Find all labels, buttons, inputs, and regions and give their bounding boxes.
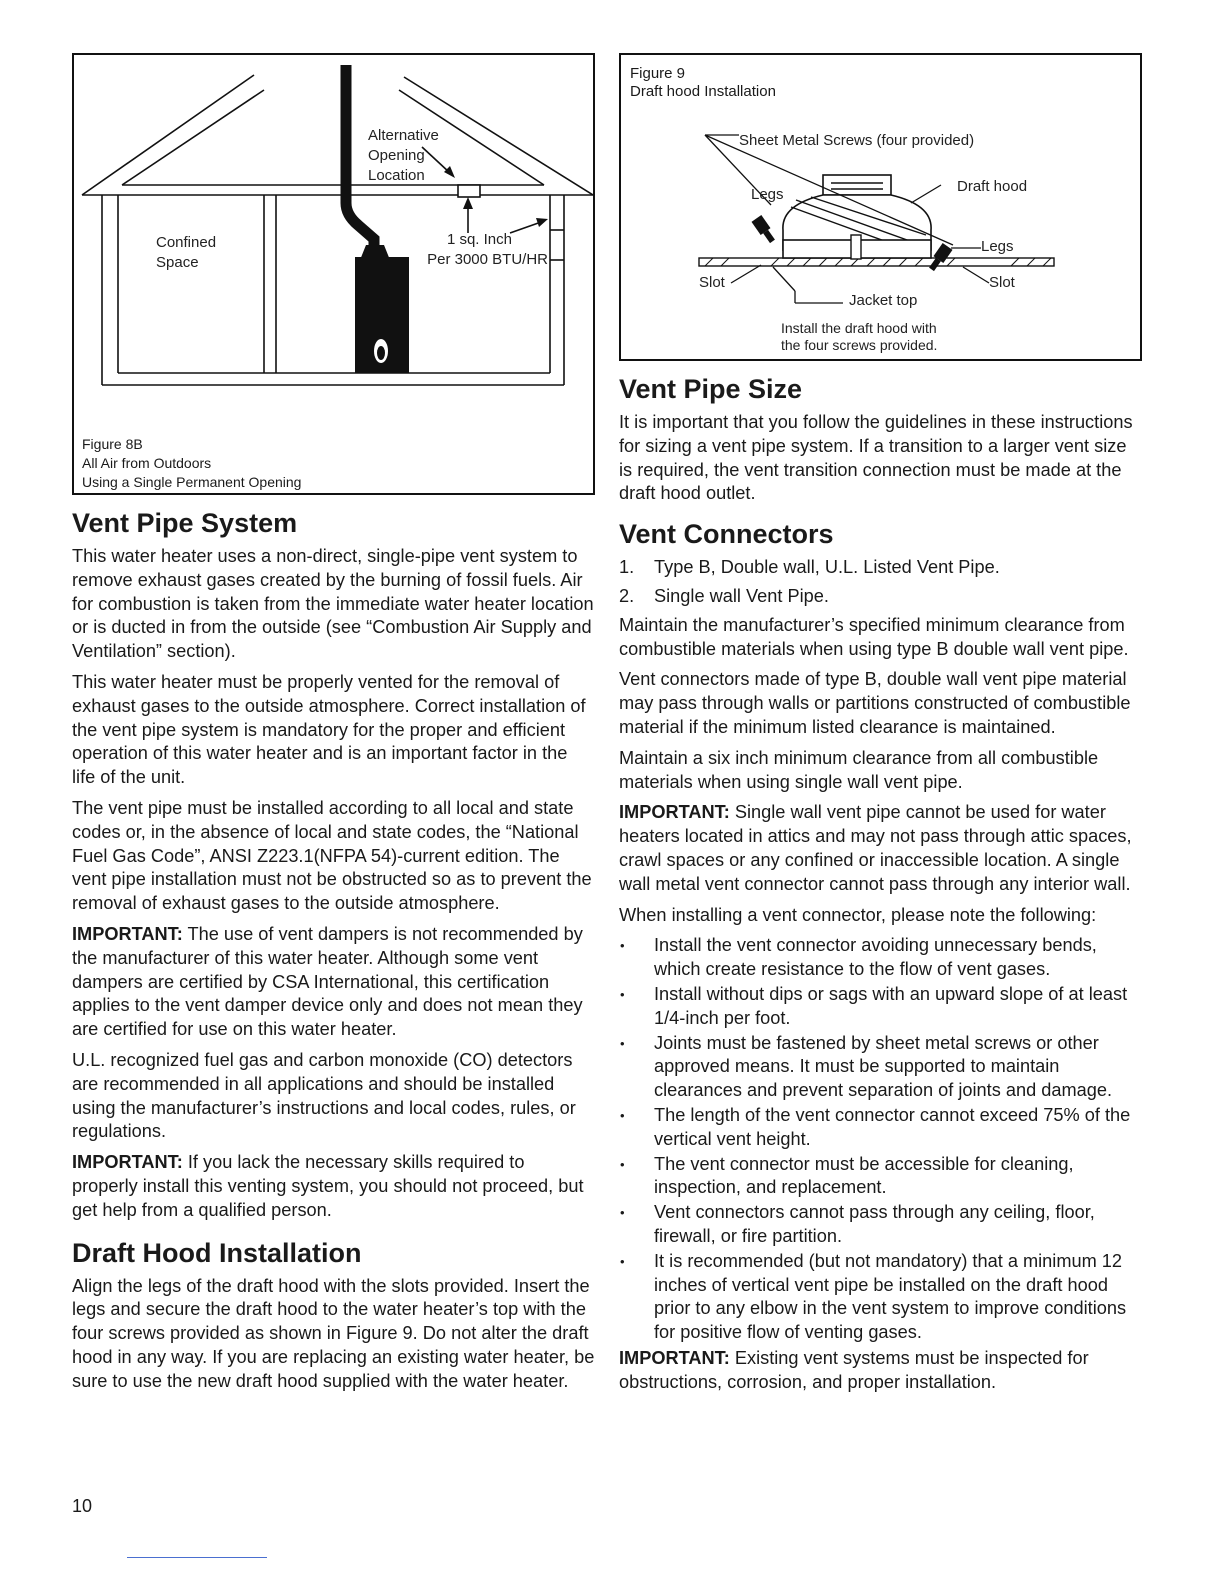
list-item: • The length of the vent connector cannot exceed 75% of the vertical vent height.: [619, 1104, 1142, 1152]
important-paragraph: IMPORTANT: Single wall vent pipe cannot be used for water heaters located in attics and may not pass through attic spaces, crawl spaces or any confined or inaccessible location. A single wall metal vent connector cannot pass through any interior wall.: [619, 802, 1132, 894]
important-paragraph: IMPORTANT: If you lack the necessary skills required to properly install this venting system, you should not proceed, but get help from a qualified person.: [72, 1152, 584, 1220]
list-item: • Install without dips or sags with an upward slope of at least 1/4-inch per foot.: [619, 983, 1142, 1031]
paragraph: Vent connectors made of type B, double wall vent pipe material may pass through walls or partitions constructed of combustible material if the minimum listed clearance is maintained.: [619, 669, 1131, 737]
important-label: IMPORTANT:: [619, 802, 730, 823]
installation-notes-list: [619, 934, 1142, 1345]
draft-hood-diagram: [621, 55, 1140, 359]
important-label: IMPORTANT:: [619, 1347, 730, 1368]
confined-space-label: Confined Space: [156, 234, 217, 271]
figure-8b-caption: Figure 8B All Air from Outdoors Using a Single Permanent Opening: [82, 436, 302, 490]
list-item: • Joints must be fastened by sheet metal screws or other approved means. It must be supported to maintain clearances and prevent separation of joints and damage.: [619, 1032, 1142, 1103]
list-item: • Vent connectors cannot pass through any ceiling, floor, firewall, or fire partition.: [619, 1201, 1142, 1249]
paragraph: This water heater must be properly vented for the removal of exhaust gases to the outside atmosphere. Correct installation of the vent pipe system is mandatory for the proper and efficient operation of this water heater and is an important factor in the life of the unit.: [72, 671, 586, 788]
figure-9: [619, 53, 1142, 361]
install-note-label: Install the draft hood with the four screws provided.: [781, 320, 938, 353]
legs-left-label: Legs: [751, 186, 784, 203]
screws-label: Sheet Metal Screws (four provided): [739, 132, 975, 149]
list-item: • The vent connector must be accessible for cleaning, inspection, and replacement.: [619, 1153, 1142, 1201]
figure-9-caption: Figure 9 Draft hood Installation: [630, 65, 776, 100]
paragraph: The vent pipe must be installed according to all local and state codes or, in the absence of local and state codes, the “National Fuel Gas Code”, ANSI Z223.1(NFPA 54)-current edition. The vent pipe installation must not be obstructed so as to prevent the removal of exhaust gases to the outside atmosphere.: [72, 797, 592, 914]
vent-pipe-system-heading: Vent Pipe System: [72, 508, 298, 538]
paragraph: This water heater uses a non-direct, single-pipe vent system to remove exhaust gases created by the burning of fossil fuels. Air for combustion is taken from the immediate water heater location or is ducted in from the outside (see “Combustion Air Supply and Ventilation” section).: [72, 546, 594, 662]
legs-right-label: Legs: [981, 238, 1014, 255]
right-column: [619, 53, 1142, 1401]
important-paragraph: IMPORTANT: The use of vent dampers is not recommended by the manufacturer of this water heater. Although some vent dampers are certified by CSA International, this certification applies to the vent damper device only and does not mean they are certified for use on this water heater.: [72, 923, 583, 1040]
left-column: [72, 53, 595, 1401]
jacket-top-label: Jacket top: [849, 292, 918, 309]
house-vent-diagram: [74, 55, 593, 493]
alternative-opening-label: Alternative Opening Location: [368, 127, 439, 184]
draft-hood-label: Draft hood: [957, 178, 1028, 195]
list-item: • It is recommended (but not mandatory) that a minimum 12 inches of vertical vent pipe be installed on the draft hood prior to any elbow in the vent system to improve conditions for positive flow of venting gases.: [619, 1250, 1142, 1345]
page-number: 10: [72, 1496, 93, 1516]
important-label: IMPORTANT:: [72, 1152, 183, 1173]
vent-connector-types-list: [619, 556, 1142, 609]
list-item: 2. Single wall Vent Pipe.: [619, 585, 829, 606]
paragraph: When installing a vent connector, please note the following:: [619, 904, 1097, 925]
important-paragraph: IMPORTANT: Existing vent systems must be inspected for obstructions, corrosion, and proper installation.: [619, 1347, 1089, 1392]
paragraph: It is important that you follow the guidelines in these instructions for sizing a vent pipe system. If a transition to a larger vent size is required, the vent transition connection must be made at the draft hood outlet.: [619, 412, 1133, 504]
figure-8b: [72, 53, 595, 495]
vent-connectors-heading: Vent Connectors: [619, 519, 834, 550]
slot-right-label: Slot: [989, 274, 1015, 291]
footer-rule: [127, 1557, 267, 1558]
paragraph: Align the legs of the draft hood with the slots provided. Insert the legs and secure the draft hood to the water heater’s top with the four screws provided as shown in Figure 9. Do not alter the draft hood in any way. If you are replacing an existing water heater, be sure to use the new draft hood supplied with the water heater.: [72, 1275, 595, 1391]
draft-hood-installation-heading: Draft Hood Installation: [72, 1237, 362, 1268]
paragraph: Maintain a six inch minimum clearance from all combustible materials when using single wall vent pipe.: [619, 747, 1099, 792]
paragraph: Maintain the manufacturer’s specified minimum clearance from combustible materials when using type B double wall vent pipe.: [619, 614, 1129, 659]
opening-size-label: 1 sq. Inch Per 3000 BTU/HR: [427, 231, 548, 268]
list-item: • Install the vent connector avoiding unnecessary bends, which create resistance to the flow of vent gases.: [619, 934, 1142, 982]
slot-left-label: Slot: [699, 274, 725, 291]
vent-pipe-size-heading: Vent Pipe Size: [619, 374, 803, 404]
paragraph: U.L. recognized fuel gas and carbon monoxide (CO) detectors are recommended in all applications and should be installed using the manufacturer’s instructions and local codes, rules, or regulations.: [72, 1049, 576, 1142]
important-label: IMPORTANT:: [72, 923, 183, 944]
list-item: 1. Type B, Double wall, U.L. Listed Vent Pipe.: [619, 557, 1000, 578]
